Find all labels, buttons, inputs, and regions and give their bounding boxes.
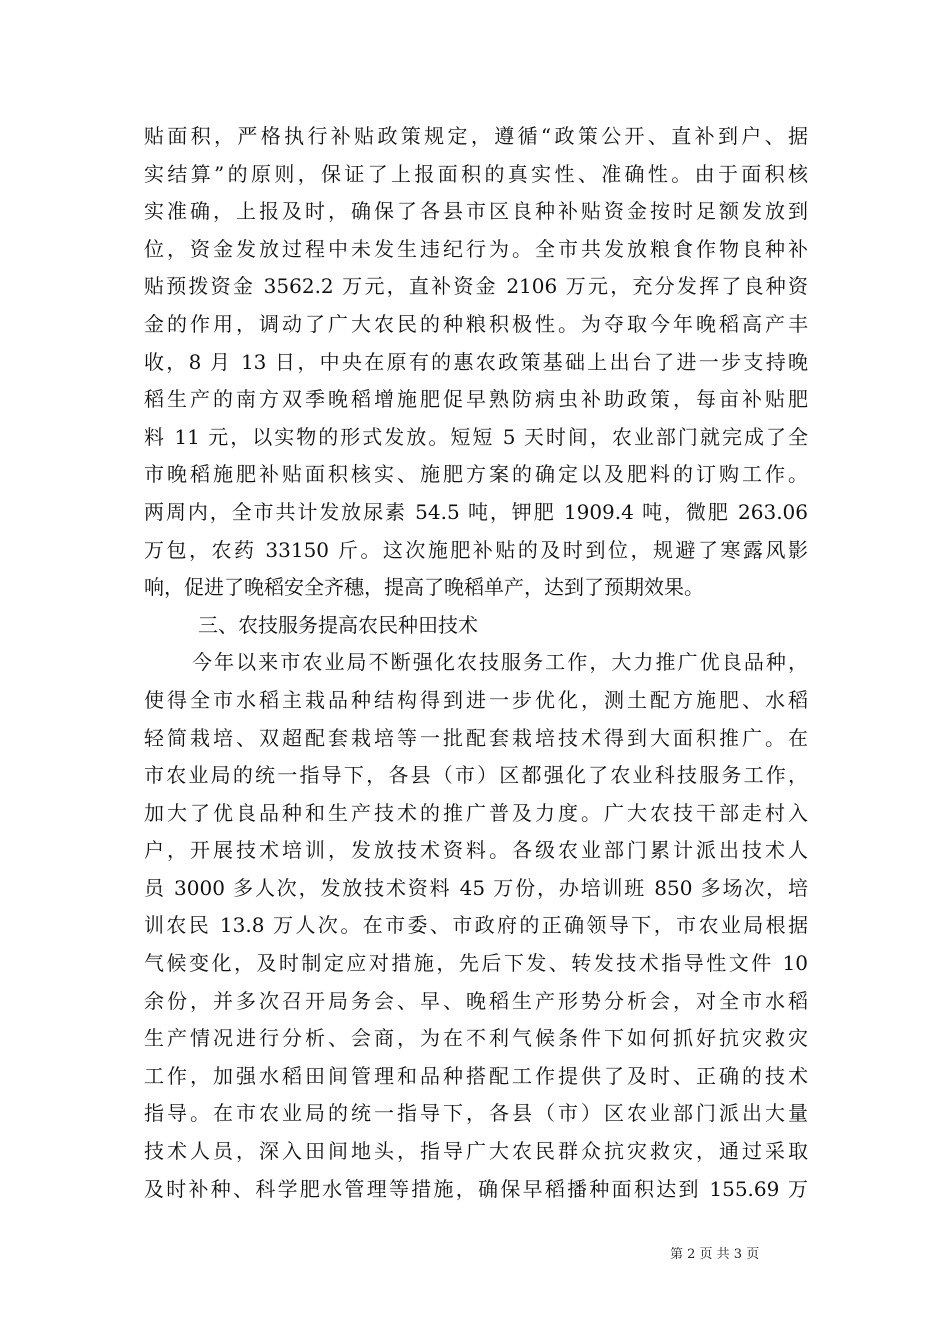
text-line: 加大了优良品种和生产技术的推广普及力度。广大农技干部走村入 xyxy=(144,800,808,825)
text-line: 位，资金发放过程中未发生违纪行为。全市共发放粮食作物良种补 xyxy=(144,236,808,261)
text-line: 实准确，上报及时，确保了各县市区良种补贴资金按时足额发放到 xyxy=(144,199,808,224)
text-line: 训农民 13.8 万人次。在市委、市政府的正确领导下，市农业局根据 xyxy=(144,913,808,938)
text-line: 气候变化，及时制定应对措施，先后下发、转发技术指导性文件 10 xyxy=(144,951,808,976)
text-line: 今年以来市农业局不断强化农技服务工作，大力推广优良品种， xyxy=(192,650,808,675)
text-line: 稻生产的南方双季晚稻增施肥促早熟防病虫补助政策，每亩补贴肥 xyxy=(144,387,808,412)
text-line: 余份，并多次召开局务会、早、晚稻生产形势分析会，对全市水稻 xyxy=(144,988,808,1013)
text-line: 响，促进了晚稻安全齐穗，提高了晚稻单产，达到了预期效果。 xyxy=(144,575,704,600)
text-line: 轻简栽培、双超配套栽培等一批配套栽培技术得到大面积推广。在 xyxy=(144,725,808,750)
text-line: 户，开展技术培训，发放技术资料。各级农业部门累计派出技术人 xyxy=(144,838,808,863)
text-line: 两周内，全市共计发放尿素 54.5 吨，钾肥 1909.4 吨，微肥 263.06 xyxy=(144,499,808,524)
text-line: 金的作用，调动了广大农民的种粮积极性。为夺取今年晚稻高产丰 xyxy=(144,311,808,336)
text-line: 使得全市水稻主栽品种结构得到进一步优化，测土配方施肥、水稻 xyxy=(144,687,808,712)
text-line: 料 11 元，以实物的形式发放。短短 5 天时间，农业部门就完成了全 xyxy=(144,424,808,449)
text-line: 指导。在市农业局的统一指导下，各县（市）区农业部门派出大量 xyxy=(144,1101,808,1126)
text-line: 实结算”的原则，保证了上报面积的真实性、准确性。由于面积核 xyxy=(144,161,808,186)
text-line: 市晚稻施肥补贴面积核实、施肥方案的确定以及肥料的订购工作。 xyxy=(144,462,808,487)
text-line: 及时补种、科学肥水管理等措施，确保早稻播种面积达到 155.69 万 xyxy=(144,1176,808,1201)
text-line: 生产情况进行分析、会商，为在不利气候条件下如何抓好抗灾救灾 xyxy=(144,1026,808,1051)
text-line: 工作，加强水稻田间管理和品种搭配工作提供了及时、正确的技术 xyxy=(144,1063,808,1088)
text-line: 贴预拨资金 3562.2 万元，直补资金 2106 万元，充分发挥了良种资 xyxy=(144,274,808,299)
section-heading: 三、农技服务提高农民种田技术 xyxy=(198,612,478,637)
page-number-footer: 第 2 页 共 3 页 xyxy=(670,1247,760,1262)
document-body xyxy=(144,118,808,1208)
text-line: 收，8 月 13 日，中央在原有的惠农政策基础上出台了进一步支持晚 xyxy=(144,349,808,374)
text-line: 万包，农药 33150 斤。这次施肥补贴的及时到位，规避了寒露风影 xyxy=(144,537,808,562)
text-line: 员 3000 多人次，发放技术资料 45 万份，办培训班 850 多场次，培 xyxy=(144,875,808,900)
text-line: 技术人员，深入田间地头，指导广大农民群众抗灾救灾，通过采取 xyxy=(144,1139,808,1164)
text-line: 贴面积，严格执行补贴政策规定，遵循“政策公开、直补到户、据 xyxy=(144,124,808,148)
text-line: 市农业局的统一指导下，各县（市）区都强化了农业科技服务工作， xyxy=(144,763,808,788)
